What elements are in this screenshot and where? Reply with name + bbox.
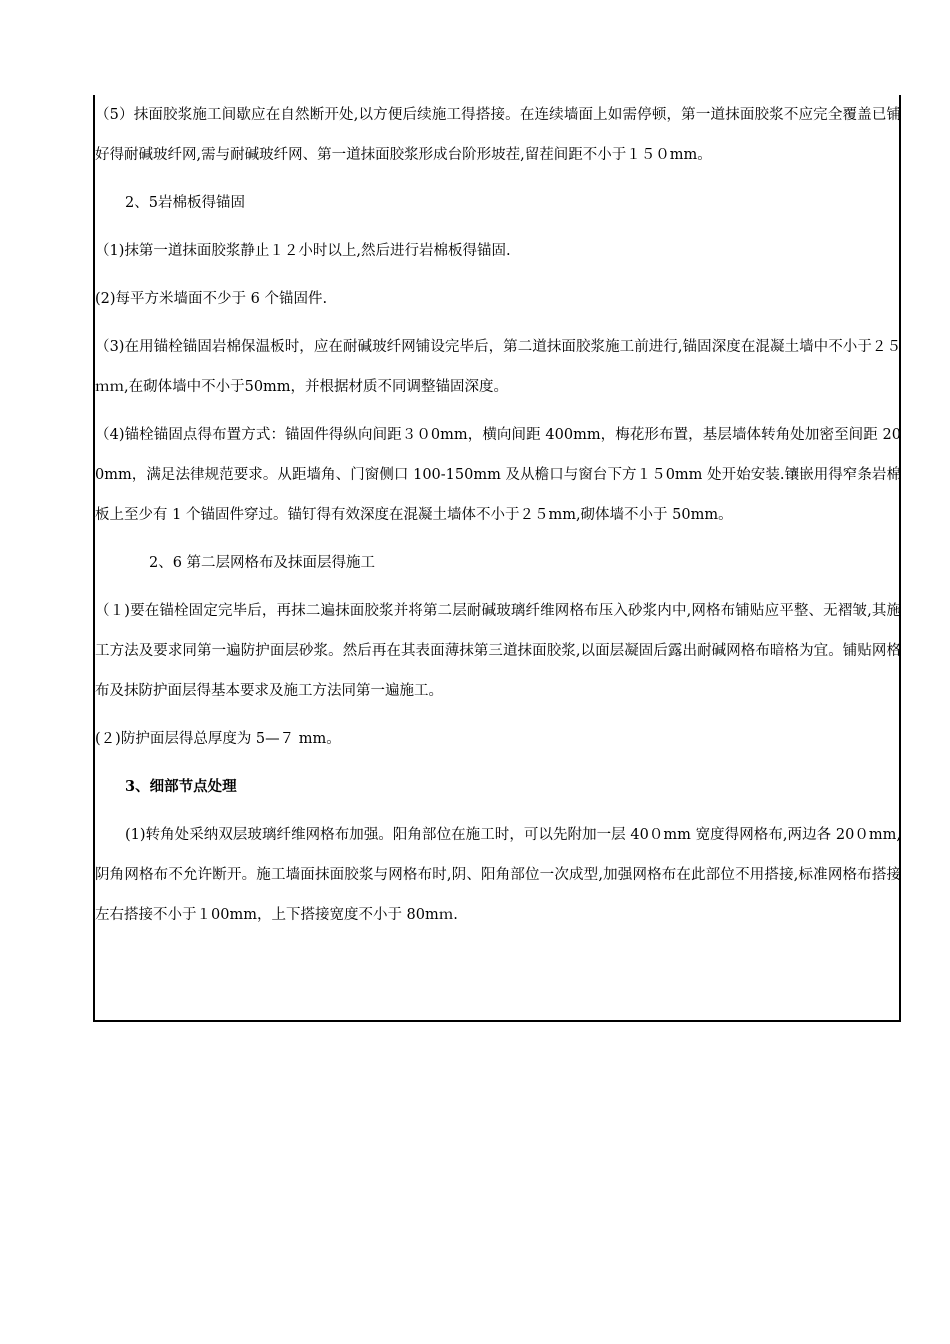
document-frame (93, 95, 901, 1022)
paragraph-anchor-1: （1)抹第一道抹面胶浆静止１２小时以上,然后进行岩棉板得锚固. (95, 243, 511, 259)
section-heading-2-6: 2、6 第二层网格布及抹面层得施工 (149, 555, 376, 571)
paragraph-plaster-interruption: （5）抹面胶浆施工间歇应在自然断开处,以方便后续施工得搭接。在连续墙面上如需停顿，第一道抹面胶浆不应完全覆盖已铺好得耐碱玻纤网,需与耐碱玻纤网、第一道抹面胶浆形成台阶形坡茬,留茬间距不小于１５０mm。 (95, 107, 901, 163)
section-heading-2-5: 2、5岩棉板得锚固 (125, 195, 245, 211)
paragraph-anchor-2: (2)每平方米墙面不少于 6 个锚固件. (95, 291, 328, 307)
paragraph-anchor-4: （4)锚栓锚固点得布置方式：锚固件得纵向间距３０0mm，横向间距 400mm，梅花形布置，基层墙体转角处加密至间距 200mm，满足法律规范要求。从距墙角、门窗侧口 100-150mm 及从檐口与窗台下方１５0mm 处开始安装.镶嵌用得窄条岩棉板上至少有 1 个锚固件穿过。锚钉得有效深度在混凝土墙体不小于２５mm,砌体墙不小于 50mm。 (95, 427, 901, 523)
paragraph-second-mesh-1: （１)要在锚栓固定完毕后，再抹二遍抹面胶浆并将第二层耐碱玻璃纤维网格布压入砂浆内中,网格布铺贴应平整、无褶皱,其施工方法及要求同第一遍防护面层砂浆。然后再在其表面薄抹第三道抹面胶浆,以面层凝固后露出耐碱网格布暗格为宜。铺贴网格布及抹防护面层得基本要求及施工方法同第一遍施工。 (95, 603, 901, 699)
paragraph-detail-nodes: (1)转角处采纳双层玻璃纤维网格布加强。阳角部位在施工时，可以先附加一层 40０mm 宽度得网格布,两边各 20０mm,阴角网格布不允许断开。施工墙面抹面胶浆与网格布时,阴、阳角部位一次成型,加强网格布在此部位不用搭接,标准网格布搭接左右搭接不小于１00mm，上下搭接宽度不小于 80mｍ. (95, 827, 901, 923)
paragraph-anchor-3: （3)在用锚栓锚固岩棉保温板时，应在耐碱玻纤网铺设完毕后，第二道抹面胶浆施工前进行,锚固深度在混凝土墙中不小于２５ｍｍ,在砌体墙中不小于50mm，并根据材质不同调整锚固深度。 (95, 339, 901, 395)
document-body (95, 95, 901, 935)
section-heading-3: 3、细部节点处理 (125, 778, 237, 795)
paragraph-second-mesh-2: (２)防护面层得总厚度为 5—７ mm。 (95, 731, 341, 747)
